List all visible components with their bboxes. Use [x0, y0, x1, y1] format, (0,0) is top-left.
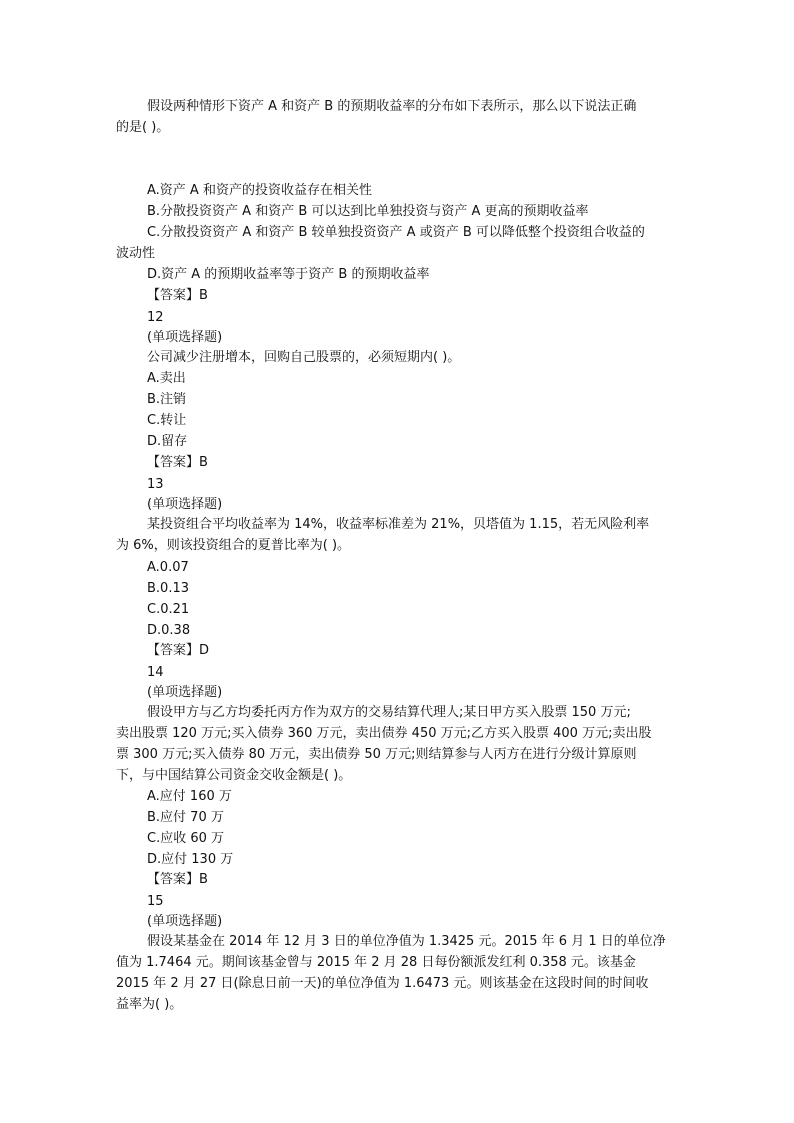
q12-option-d: D.留存 [147, 434, 188, 449]
q15-stem-line1: 假设某基金在 2014 年 12 月 3 日的单位净值为 1.3425 元。2015 年 6 月 1 日的单位净 [147, 934, 666, 949]
q15-stem-line3: 2015 年 2 月 27 日(除息日前一天)的单位净值为 1.6473 元。则该基金在这段时间的时间收 [116, 976, 649, 991]
q15-stem-line2: 值为 1.7464 元。期间该基金曾与 2015 年 2 月 28 日每份额派发红利 0.358 元。该基金 [116, 955, 636, 970]
q11-stem-line1: 假设两种情形下资产 A 和资产 B 的预期收益率的分布如下表所示，那么以下说法正确 [147, 99, 637, 114]
q14-stem-line3: 票 300 万元;买入债券 80 万元，卖出债券 50 万元;则结算参与人丙方在进行分级计算原则 [116, 747, 637, 762]
q14-stem-line4: 下，与中国结算公司资金交收金额是( )。 [116, 768, 352, 783]
q14-number: 14 [147, 665, 164, 680]
q12-type: (单项选择题) [147, 330, 223, 345]
q12-stem: 公司减少注册增本，回购自己股票的，必须短期内( )。 [147, 350, 461, 365]
q14-stem-line2: 卖出股票 120 万元;买入债券 360 万元，卖出债券 450 万元;乙方买入股票 400 万元;卖出股 [116, 726, 652, 741]
q12-number: 12 [147, 310, 164, 325]
q12-option-b: B.注销 [147, 392, 187, 407]
q14-type: (单项选择题) [147, 685, 223, 700]
q13-stem-line2: 为 6%，则该投资组合的夏普比率为( )。 [116, 538, 351, 553]
q13-answer: 【答案】D [147, 643, 210, 658]
q13-type: (单项选择题) [147, 497, 223, 512]
q12-option-c: C.转让 [147, 413, 187, 428]
q13-option-b: B.0.13 [147, 581, 189, 596]
q11-option-b: B.分散投资资产 A 和资产 B 可以达到比单独投资与资产 A 更高的预期收益率 [147, 204, 589, 219]
q11-stem-line2: 的是( )。 [116, 120, 170, 135]
q13-option-c: C.0.21 [147, 602, 190, 617]
q12-answer: 【答案】B [147, 455, 208, 470]
q15-stem-line4: 益率为( )。 [116, 997, 183, 1012]
q14-option-a: A.应付 160 万 [147, 789, 232, 804]
q11-option-d: D.资产 A 的预期收益率等于资产 B 的预期收益率 [147, 267, 430, 282]
q12-option-a: A.卖出 [147, 371, 186, 386]
q14-option-b: B.应付 70 万 [147, 810, 224, 825]
q13-option-a: A.0.07 [147, 560, 189, 575]
q14-stem-line1: 假设甲方与乙方均委托丙方作为双方的交易结算代理人;某日甲方买入股票 150 万元; [147, 705, 631, 720]
q13-stem-line1: 某投资组合平均收益率为 14%，收益率标准差为 21%，贝塔值为 1.15，若无风险利率 [147, 517, 650, 532]
q14-option-d: D.应付 130 万 [147, 852, 234, 867]
q15-type: (单项选择题) [147, 914, 223, 929]
q13-number: 13 [147, 477, 164, 492]
q14-option-c: C.应收 60 万 [147, 831, 225, 846]
q15-number: 15 [147, 894, 164, 909]
q11-option-c-line1: C.分散投资资产 A 和资产 B 较单独投资资产 A 或资产 B 可以降低整个投资组合收益的 [147, 225, 645, 240]
q13-option-d: D.0.38 [147, 623, 191, 638]
q11-answer: 【答案】B [147, 288, 208, 303]
q14-answer: 【答案】B [147, 872, 208, 887]
q11-option-a: A.资产 A 和资产的投资收益存在相关性 [147, 183, 372, 198]
q11-option-c-line2: 波动性 [116, 246, 156, 261]
